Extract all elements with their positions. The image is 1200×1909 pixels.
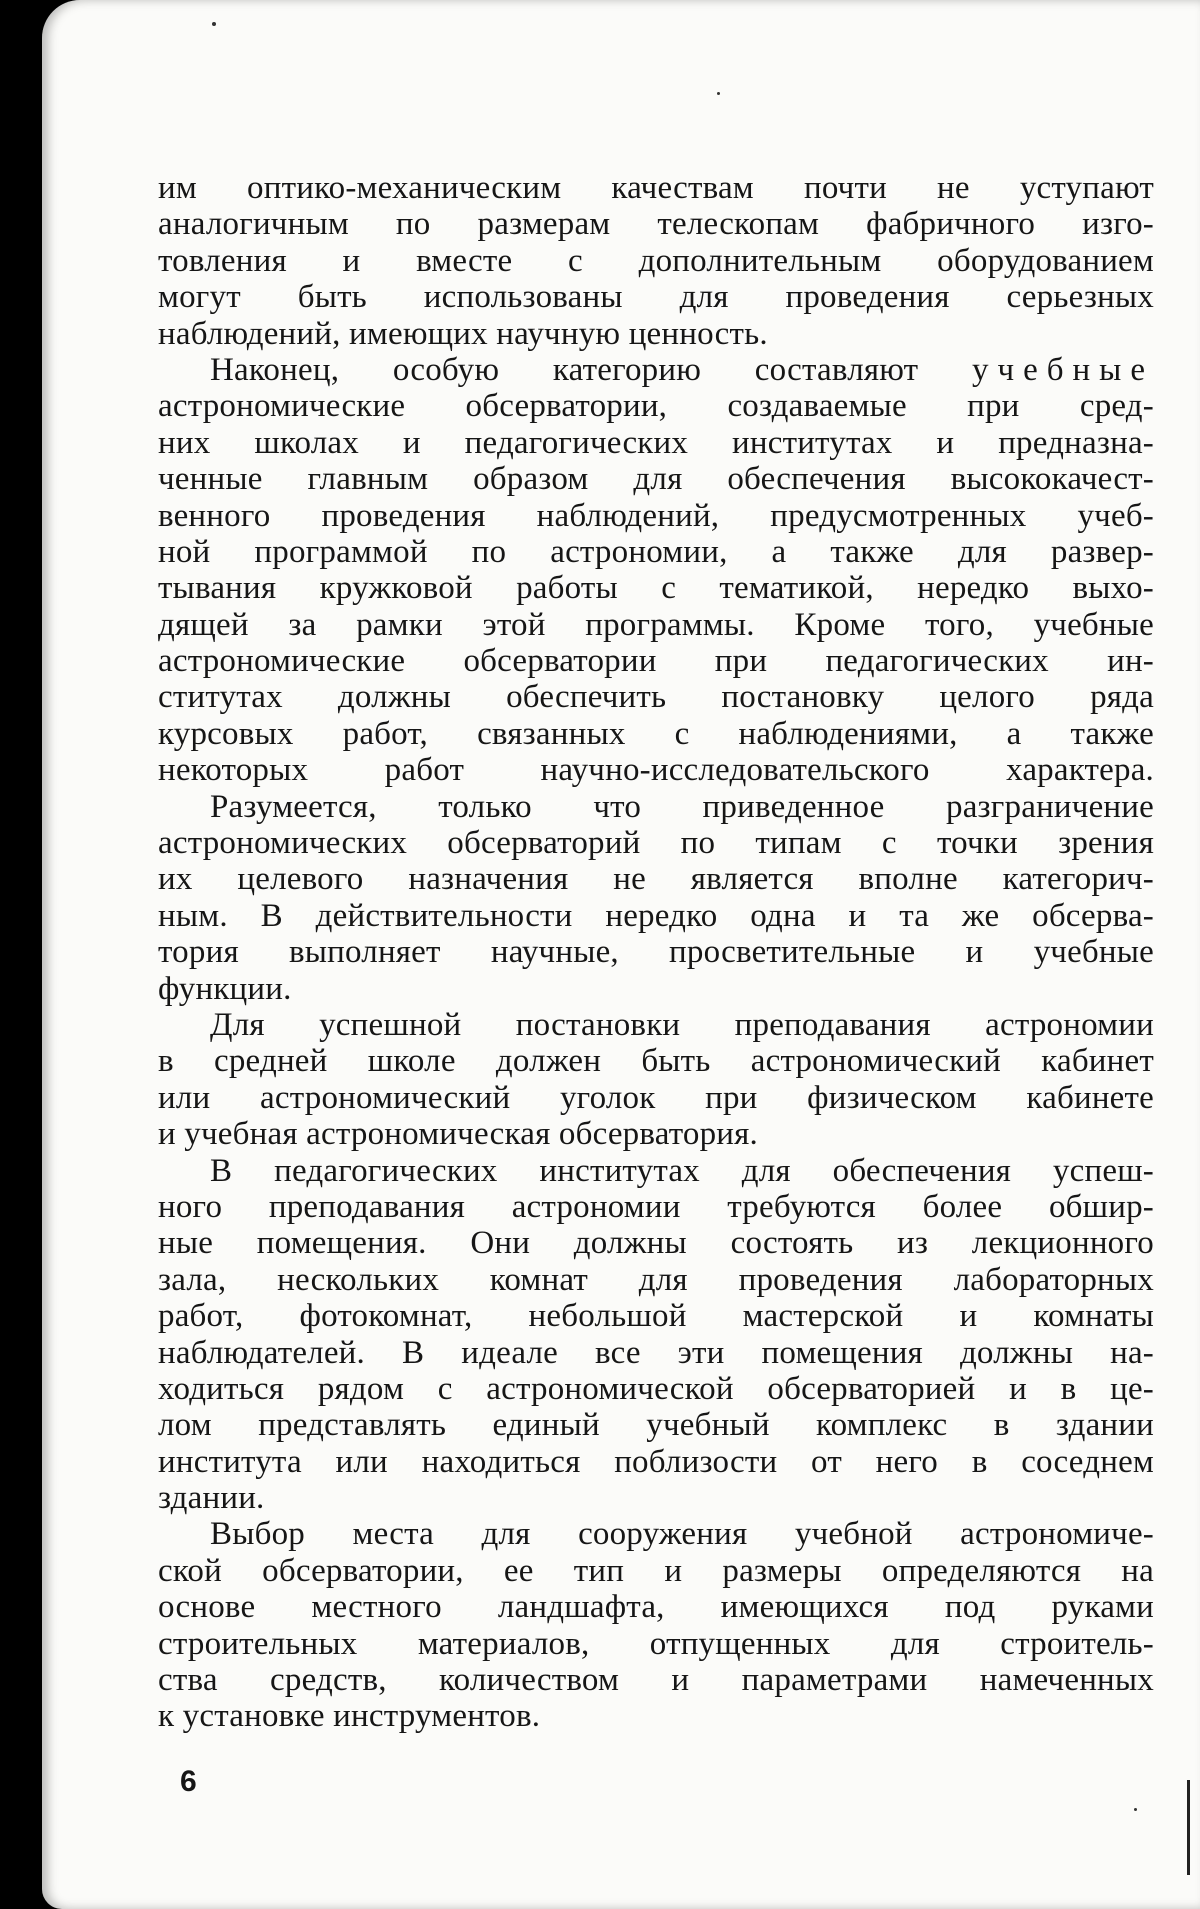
text-line: зала, нескольких комнат для проведения лабораторных xyxy=(158,1261,1154,1298)
text-line-with-emphasis xyxy=(158,352,1154,388)
text-line: тывания кружковой работы с тематикой, нередко выхо- xyxy=(158,570,1154,607)
paragraph xyxy=(158,789,1154,1007)
page-number: 6 xyxy=(180,1765,197,1798)
text-line: венного проведения наблюдений, предусмотренных учеб- xyxy=(158,497,1154,534)
text-line: Наконец, особую категорию составляют xyxy=(210,351,919,388)
text-line: или астрономический уголок при физическом кабинете xyxy=(158,1079,1154,1116)
text-line: в средней школе должен быть астрономический кабинет xyxy=(158,1043,1154,1080)
paper-speck xyxy=(717,92,720,95)
text-line: наблюдений, имеющих научную ценность. xyxy=(158,315,768,352)
text-line: Для успешной постановки преподавания астрономии xyxy=(210,1006,1154,1043)
paragraph xyxy=(158,1153,1154,1517)
text-line: астрономических обсерваторий по типам с точки зрения xyxy=(158,825,1154,862)
paragraph xyxy=(158,352,1154,789)
text-line: некоторых работ научно-исследовательского характера. xyxy=(158,752,1154,789)
text-line: ства средств, количеством и параметрами намеченных xyxy=(158,1662,1154,1699)
text-line: ным. В действительности нередко одна и та же обсерва- xyxy=(158,897,1154,934)
text-line: В педагогических институтах для обеспечения успеш- xyxy=(210,1152,1154,1189)
text-line: аналогичным по размерам телескопам фабричного изго- xyxy=(158,206,1154,243)
text-line: института или находиться поблизости от него в соседнем xyxy=(158,1443,1154,1480)
paragraph xyxy=(158,1007,1154,1153)
text-line: к установке инструментов. xyxy=(158,1698,541,1735)
text-line: и учебная астрономическая обсерватория. xyxy=(158,1116,758,1153)
emphasized-word: учебные xyxy=(971,351,1154,388)
text-line: здании. xyxy=(158,1480,265,1517)
text-line: них школах и педагогических институтах и предназна- xyxy=(158,424,1154,461)
text-line: Выбор места для сооружения учебной астрономиче- xyxy=(210,1516,1154,1553)
edge-mark xyxy=(1187,1780,1190,1875)
text-line: им оптико-механическим качествам почти не уступают xyxy=(158,170,1154,206)
text-line: могут быть использованы для проведения серьезных xyxy=(158,279,1154,316)
text-line: основе местного ландшафта, имеющихся под руками xyxy=(158,1589,1154,1626)
text-line: функции. xyxy=(158,970,292,1007)
text-line: наблюдателей. В идеале все эти помещения должны на- xyxy=(158,1334,1154,1371)
text-line: ные помещения. Они должны состоять из лекционного xyxy=(158,1225,1154,1262)
paper-speck xyxy=(212,22,216,26)
text-line: ской обсерватории, ее тип и размеры определяются на xyxy=(158,1552,1154,1589)
text-line: товления и вместе с дополнительным оборудованием xyxy=(158,242,1154,279)
paragraph xyxy=(158,170,1154,352)
text-line: лом представлять единый учебный комплекс в здании xyxy=(158,1407,1154,1444)
text-line: строительных материалов, отпущенных для строитель- xyxy=(158,1625,1154,1662)
text-line: ного преподавания астрономии требуются более обшир- xyxy=(158,1188,1154,1225)
text-line: Разумеется, только что приведенное разграничение xyxy=(210,788,1154,825)
text-line: астрономические обсерватории при педагогических ин- xyxy=(158,643,1154,680)
paper-speck xyxy=(1134,1808,1137,1811)
text-line: тория выполняет научные, просветительные и учебные xyxy=(158,934,1154,971)
text-line: дящей за рамки этой программы. Кроме того, учебные xyxy=(158,606,1154,643)
text-line: астрономические обсерватории, создаваемые при сред- xyxy=(158,388,1154,425)
text-line: ченные главным образом для обеспечения высококачест- xyxy=(158,461,1154,498)
paragraph xyxy=(158,1516,1154,1734)
text-line: ходиться рядом с астрономической обсерваторией и в це- xyxy=(158,1370,1154,1407)
body-text xyxy=(158,170,1154,1735)
text-line: ной программой по астрономии, а также для развер- xyxy=(158,533,1154,570)
text-line: ститутах должны обеспечить постановку целого ряда xyxy=(158,679,1154,716)
text-line: курсовых работ, связанных с наблюдениями, а также xyxy=(158,715,1154,752)
text-line: работ, фотокомнат, небольшой мастерской и комнаты xyxy=(158,1298,1154,1335)
text-line: их целевого назначения не является вполне категорич- xyxy=(158,861,1154,898)
